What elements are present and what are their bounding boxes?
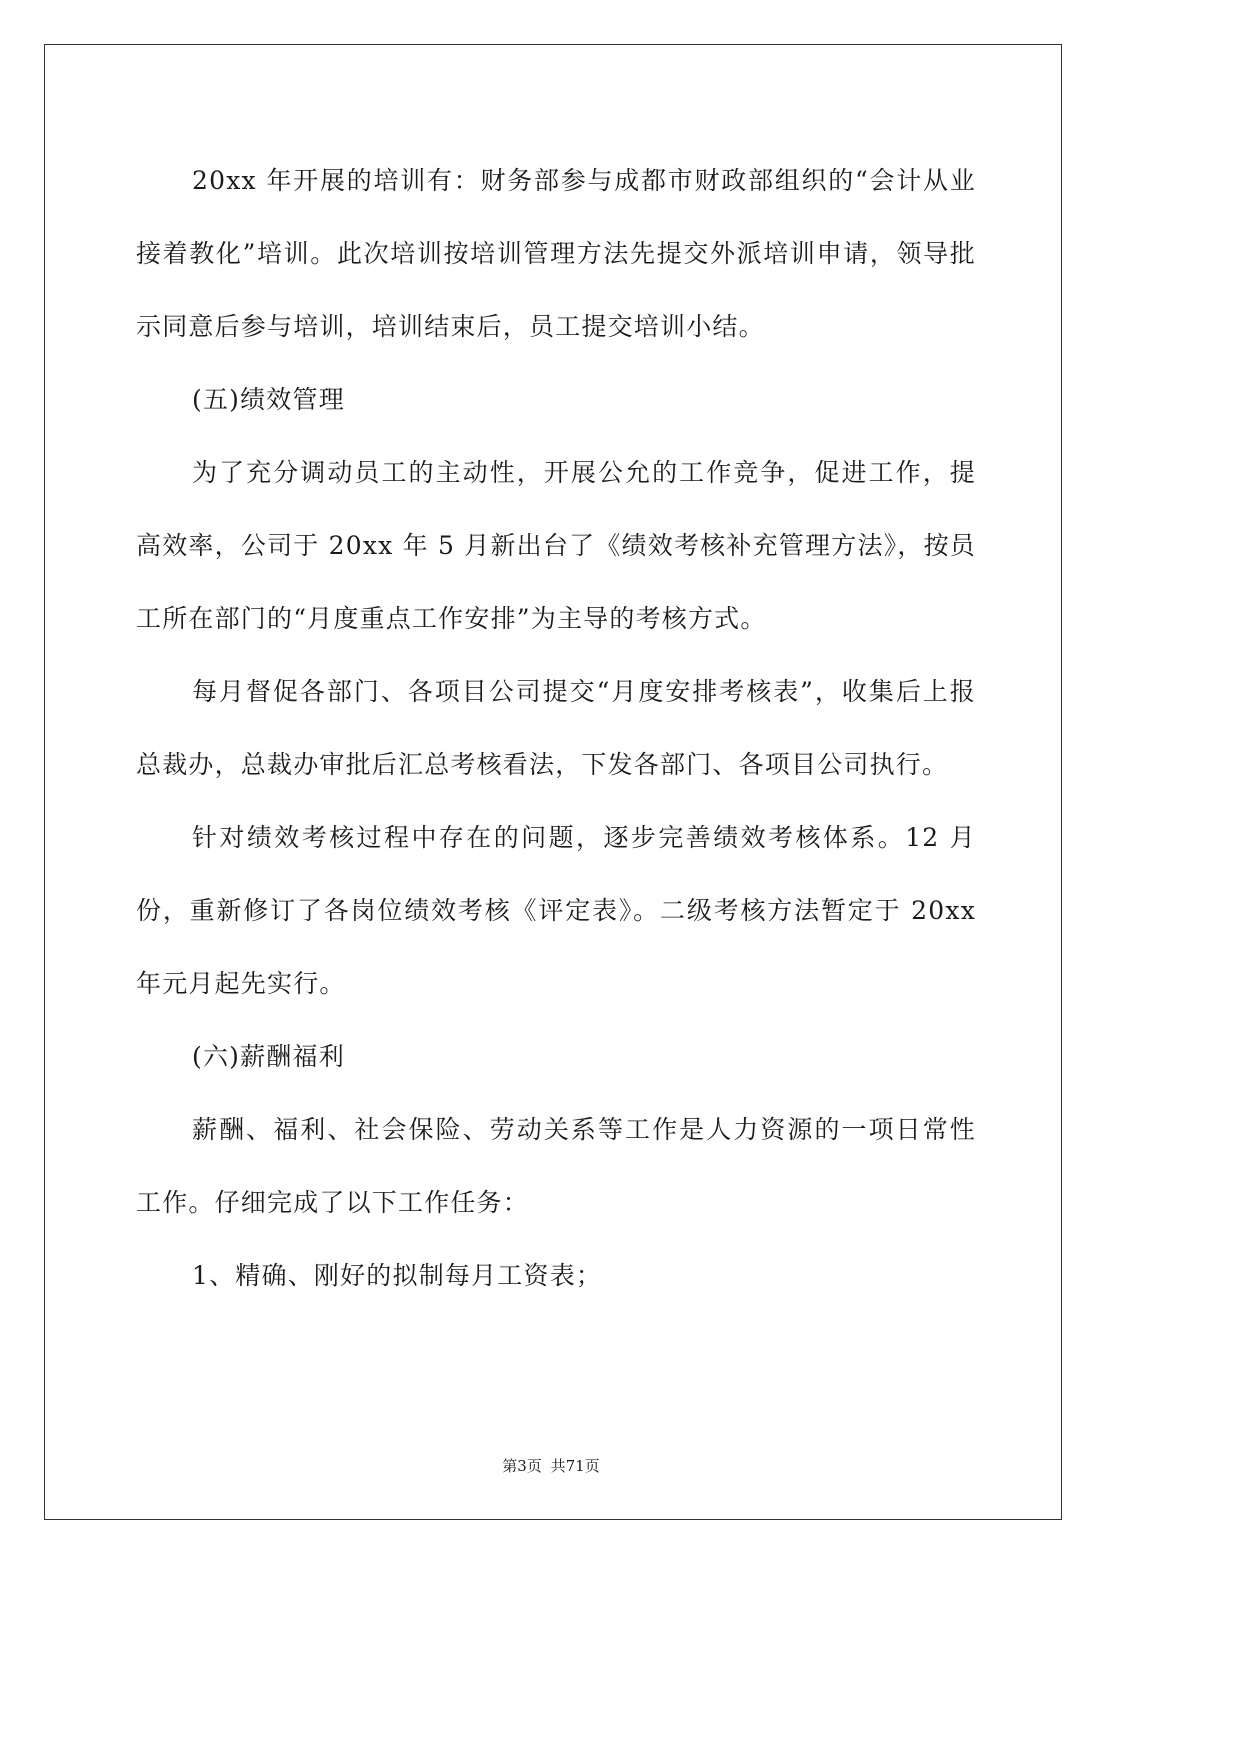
paragraph-training: 20xx 年开展的培训有：财务部参与成都市财政部组织的“会计从业接着教化”培训。此次培训按培训管理方法先提交外派培训申请，领导批示同意后参与培训，培训结束后，员工提交培训小结。 — [136, 166, 976, 341]
heading-performance-management: (五)绩效管理 — [192, 385, 345, 414]
paragraph-monthly-assessment: 每月督促各部门、各项目公司提交“月度安排考核表”，收集后上报总裁办，总裁办审批后汇总考核看法，下发各部门、各项目公司执行。 — [136, 677, 976, 779]
paragraph-compensation-intro: 薪酬、福利、社会保险、劳动关系等工作是人力资源的一项日常性工作。仔细完成了以下工作任务： — [136, 1115, 976, 1217]
paragraph-assessment-revision: 针对绩效考核过程中存在的问题，逐步完善绩效考核体系。12 月份，重新修订了各岗位绩效考核《评定表》。二级考核方法暂定于 20xx 年元月起先实行。 — [136, 823, 976, 998]
page-footer — [0, 1455, 1102, 1476]
list-item-payroll: 1、精确、刚好的拟制每月工资表； — [192, 1261, 603, 1290]
page-number: 第3页 — [502, 1457, 542, 1475]
heading-compensation-benefits: (六)薪酬福利 — [192, 1042, 345, 1071]
total-pages: 共71页 — [550, 1457, 600, 1475]
paragraph-performance-intro: 为了充分调动员工的主动性，开展公允的工作竞争，促进工作，提高效率，公司于 20xx 年 5 月新出台了《绩效考核补充管理方法》，按员工所在部门的“月度重点工作安排”为主导的考核方式。 — [136, 458, 976, 633]
document-body — [136, 144, 976, 1312]
